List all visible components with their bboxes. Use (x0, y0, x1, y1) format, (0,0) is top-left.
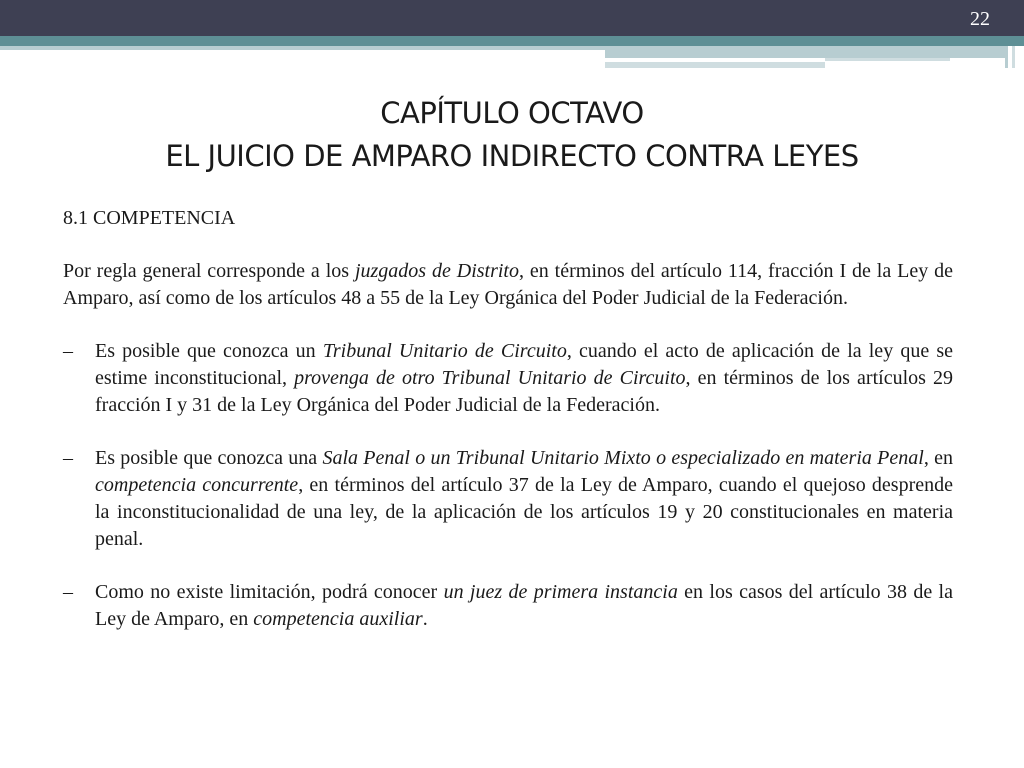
header-band-light (0, 46, 605, 50)
bullet3-text-2: en los casos del artículo 38 de la Ley de Amparo, en (95, 581, 953, 630)
bullet1-italic-2: provenga de otro Tribunal Unitario de Circuito (294, 367, 686, 389)
bullet-dash: ‒ (63, 447, 73, 469)
bullet1-text-1: Es posible que conozca un (95, 340, 323, 362)
header-band-light (605, 62, 825, 68)
bullet-item (63, 579, 953, 633)
intro-text-2: , en términos del artículo 114, fracción I de la Ley de Amparo, así como de los artículos 48 a 55 de la Ley Orgánica del Poder Judicial de la Federación. (63, 260, 953, 309)
header-edge-line (1005, 46, 1008, 68)
title-line-1: CAPÍTULO OCTAVO (380, 96, 644, 130)
bullet3-text-3: . (422, 608, 428, 630)
bullet3-italic-2: competencia auxiliar (253, 608, 423, 630)
slide-content (63, 205, 953, 633)
bullet3-italic-1: un juez de primera instancia (443, 581, 678, 603)
bullet-dash: ‒ (63, 581, 73, 603)
page-number: 22 (970, 8, 990, 30)
header-edge-line (1012, 46, 1015, 68)
intro-italic-1: juzgados de Distrito (354, 260, 519, 282)
bullet2-text-3: , en términos del artículo 37 de la Ley de Amparo, cuando el quejoso desprende la inconstitucionalidad de una ley, de la aplicación de los artículos 19 y 20 constitucionales en materia penal. (95, 474, 954, 550)
bullet1-text-2: , cuando el acto de aplicación de la ley que se estime inconstitucional, (95, 340, 953, 389)
slide-title (0, 92, 1024, 178)
bullet2-text-1: Es posible que conozca una (95, 447, 323, 469)
bullet1-text-3: , en términos de los artículos 29 fracción I y 31 de la Ley Orgánica del Poder Judicial de la Federación. (95, 367, 954, 416)
header-band-teal (0, 36, 1024, 46)
section-heading: 8.1 COMPETENCIA (63, 207, 236, 229)
header-band-light (825, 58, 950, 61)
header-band-dark (0, 0, 1024, 36)
title-line-2: EL JUICIO DE AMPARO INDIRECTO CONTRA LEYES (165, 139, 859, 173)
intro-paragraph (63, 258, 953, 312)
bullet2-italic-1: Sala Penal o un Tribunal Unitario Mixto o especializado en materia Penal (322, 447, 924, 469)
bullet1-italic-1: Tribunal Unitario de Circuito (322, 340, 567, 362)
bullet2-italic-2: competencia concurrente (95, 474, 299, 496)
bullet2-text-2: , en (923, 447, 953, 469)
intro-text-1: Por regla general corresponde a los (63, 260, 355, 282)
bullet3-text-1: Como no existe limitación, podrá conocer (95, 581, 444, 603)
bullet-item (63, 445, 953, 553)
bullet-dash: ‒ (63, 340, 73, 362)
header-band-light (605, 46, 1005, 58)
bullet-item (63, 338, 953, 419)
